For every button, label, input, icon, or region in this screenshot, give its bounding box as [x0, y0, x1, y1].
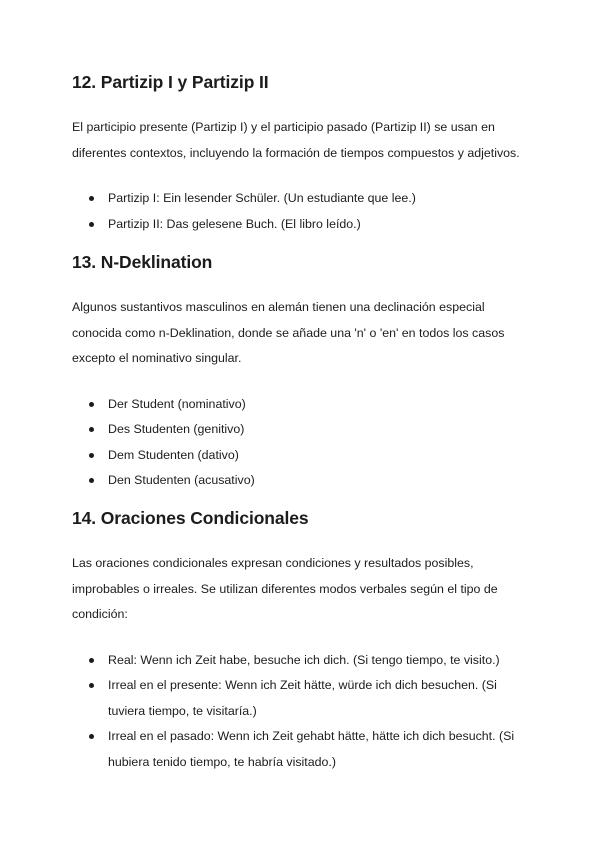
section-oraciones-condicionales [72, 504, 532, 775]
bullet-icon [89, 734, 94, 739]
section-heading: 14. Oraciones Condicionales [72, 508, 309, 528]
bullet-icon [89, 427, 94, 432]
bullet-icon [89, 478, 94, 483]
section-paragraph: Algunos sustantivos masculinos en alemán tienen una declinación especial conocida como n-Deklination, donde se añade una 'n' o 'en' en todos los casos excepto el nominativo singular. [72, 300, 505, 365]
list-item-text: Real: Wenn ich Zeit habe, besuche ich dich. (Si tengo tiempo, te visito.) [108, 652, 500, 667]
bullet-icon [89, 658, 94, 663]
list-item [72, 443, 532, 469]
section-n-deklination [72, 248, 532, 494]
section-partizip [72, 68, 532, 237]
bullet-icon [89, 683, 94, 688]
list-item-text: Irreal en el presente: Wenn ich Zeit hätte, würde ich dich besuchen. (Si tuviera tiempo, te visitaría.) [108, 678, 497, 718]
bullet-list [72, 186, 532, 237]
section-paragraph: Las oraciones condicionales expresan condiciones y resultados posibles, improbables o irreales. Se utilizan diferentes modos verbales según el tipo de condición: [72, 556, 498, 621]
bullet-list [72, 392, 532, 494]
list-item [72, 212, 532, 238]
section-heading: 13. N-Deklination [72, 252, 213, 272]
list-item [72, 186, 532, 212]
list-item [72, 724, 532, 775]
list-item [72, 417, 532, 443]
list-item [72, 392, 532, 418]
section-paragraph: El participio presente (Partizip I) y el participio pasado (Partizip II) se usan en diferentes contextos, incluyendo la formación de tiempos compuestos y adjetivos. [72, 120, 520, 160]
list-item-text: Der Student (nominativo) [108, 396, 246, 411]
bullet-list [72, 648, 532, 776]
bullet-icon [89, 402, 94, 407]
bullet-icon [89, 453, 94, 458]
bullet-icon [89, 222, 94, 227]
list-item-text: Den Studenten (acusativo) [108, 473, 255, 487]
list-item [72, 468, 532, 494]
list-item-text: Irreal en el pasado: Wenn ich Zeit gehabt hätte, hätte ich dich besucht. (Si hubiera tenido tiempo, te habría visitado.) [108, 729, 515, 769]
list-item-text: Partizip I: Ein lesender Schüler. (Un estudiante que lee.) [108, 191, 416, 205]
section-heading: 12. Partizip I y Partizip II [72, 72, 269, 92]
list-item [72, 648, 532, 674]
list-item-text: Dem Studenten (dativo) [108, 447, 239, 462]
list-item-text: Des Studenten (genitivo) [108, 422, 245, 436]
list-item-text: Partizip II: Das gelesene Buch. (El libro leído.) [108, 216, 361, 231]
list-item [72, 673, 532, 724]
bullet-icon [89, 196, 94, 201]
